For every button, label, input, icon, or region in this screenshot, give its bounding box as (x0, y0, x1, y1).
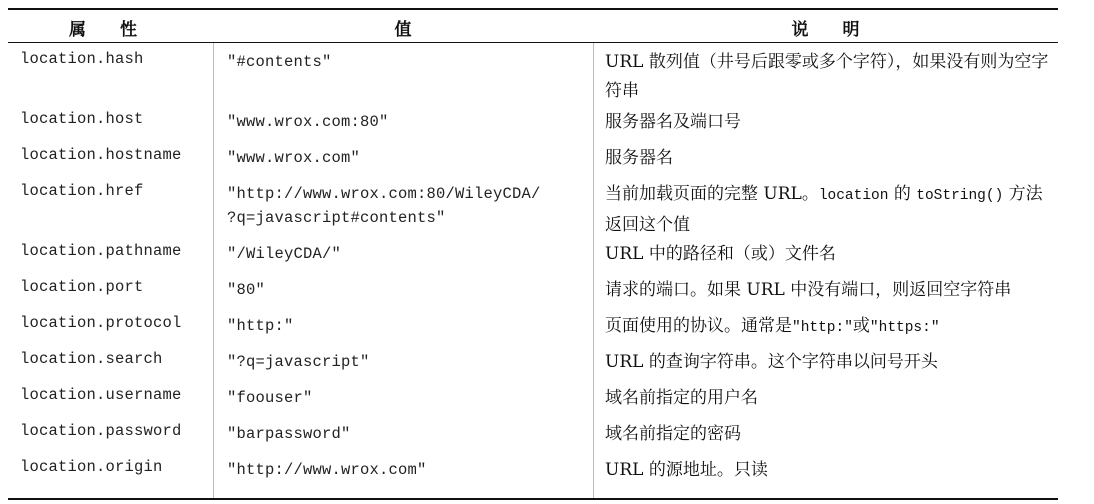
header-description: 说 明 (791, 20, 860, 40)
description-text: 方法返回这个值 (605, 184, 1043, 235)
property-cell: location.hash (20, 50, 144, 68)
table-row (8, 379, 1058, 415)
value-line: "www.wrox.com" (227, 149, 361, 167)
value-cell (227, 458, 427, 482)
value-line: "foouser" (227, 389, 313, 407)
description-cell (605, 180, 1055, 240)
description-cell (605, 456, 1055, 485)
property-cell: location.origin (20, 458, 163, 476)
description-cell (605, 312, 1055, 343)
description-code: "http:" (792, 320, 853, 336)
description-cell (605, 348, 1055, 377)
property-cell: location.password (20, 422, 182, 440)
table-row (8, 175, 1058, 235)
property-cell: location.protocol (20, 314, 182, 332)
description-text: 服务器名 (605, 148, 673, 168)
description-text: URL 的源地址。只读 (605, 460, 768, 480)
description-code: toString() (916, 188, 1004, 204)
property-cell: location.host (20, 110, 144, 128)
table-row (8, 343, 1058, 379)
description-text: URL 散列值（井号后跟零或多个字符），如果没有则为空字符串 (605, 52, 1049, 101)
value-line: "80" (227, 281, 266, 299)
value-cell (227, 242, 341, 266)
table-row (8, 271, 1058, 307)
property-cell: location.href (20, 182, 144, 200)
table-row (8, 307, 1058, 343)
description-text: 域名前指定的用户名 (605, 388, 758, 408)
table-row (8, 415, 1058, 451)
description-cell (605, 276, 1055, 305)
table-row (8, 235, 1058, 271)
description-text: 的 (888, 184, 917, 204)
header-property: 属 性 (69, 20, 137, 40)
table-row (8, 451, 1058, 487)
table-header-row (8, 10, 1058, 42)
description-cell (605, 108, 1055, 137)
value-cell (227, 146, 360, 170)
description-code: location (818, 188, 889, 204)
value-line: "http://www.wrox.com" (227, 461, 427, 479)
table-row (8, 43, 1058, 103)
description-text: 页面使用的协议。通常是 (605, 316, 792, 336)
value-line: "#contents" (227, 53, 332, 71)
value-cell (227, 50, 332, 74)
table-row (8, 103, 1058, 139)
value-line: "barpassword" (227, 425, 351, 443)
description-text: URL 中的路径和（或）文件名 (605, 244, 836, 264)
table-row (8, 139, 1058, 175)
value-cell (227, 182, 541, 230)
description-text: 域名前指定的密码 (605, 424, 741, 444)
description-text: 服务器名及端口号 (605, 112, 741, 132)
property-cell: location.pathname (20, 242, 182, 260)
description-cell (605, 240, 1055, 269)
value-line: "?q=javascript" (227, 353, 370, 371)
description-cell (605, 48, 1055, 106)
value-line: ?q=javascript#contents" (227, 209, 446, 227)
property-cell: location.hostname (20, 146, 182, 164)
value-cell (227, 386, 313, 410)
header-value: 值 (394, 20, 412, 40)
description-text: URL 的查询字符串。这个字符串以问号开头 (605, 352, 938, 372)
value-cell (227, 350, 370, 374)
description-cell (605, 144, 1055, 173)
value-cell (227, 110, 389, 134)
property-cell: location.search (20, 350, 163, 368)
table-bottom-rule (8, 498, 1058, 500)
value-cell (227, 278, 265, 302)
description-text: 当前加载页面的完整 URL。 (605, 184, 819, 204)
property-cell: location.port (20, 278, 144, 296)
value-line: "/WileyCDA/" (227, 245, 342, 263)
property-cell: location.username (20, 386, 182, 404)
value-line: "http:" (227, 317, 294, 335)
description-cell (605, 384, 1055, 413)
value-line: "www.wrox.com:80" (227, 113, 389, 131)
value-cell (227, 422, 351, 446)
description-cell (605, 420, 1055, 449)
description-text: 或 (852, 316, 870, 336)
description-text: 请求的端口。如果 URL 中没有端口，则返回空字符串 (605, 280, 1012, 300)
value-line: "http://www.wrox.com:80/WileyCDA/ (227, 185, 541, 203)
value-cell (227, 314, 294, 338)
description-code: "https:" (869, 320, 940, 336)
